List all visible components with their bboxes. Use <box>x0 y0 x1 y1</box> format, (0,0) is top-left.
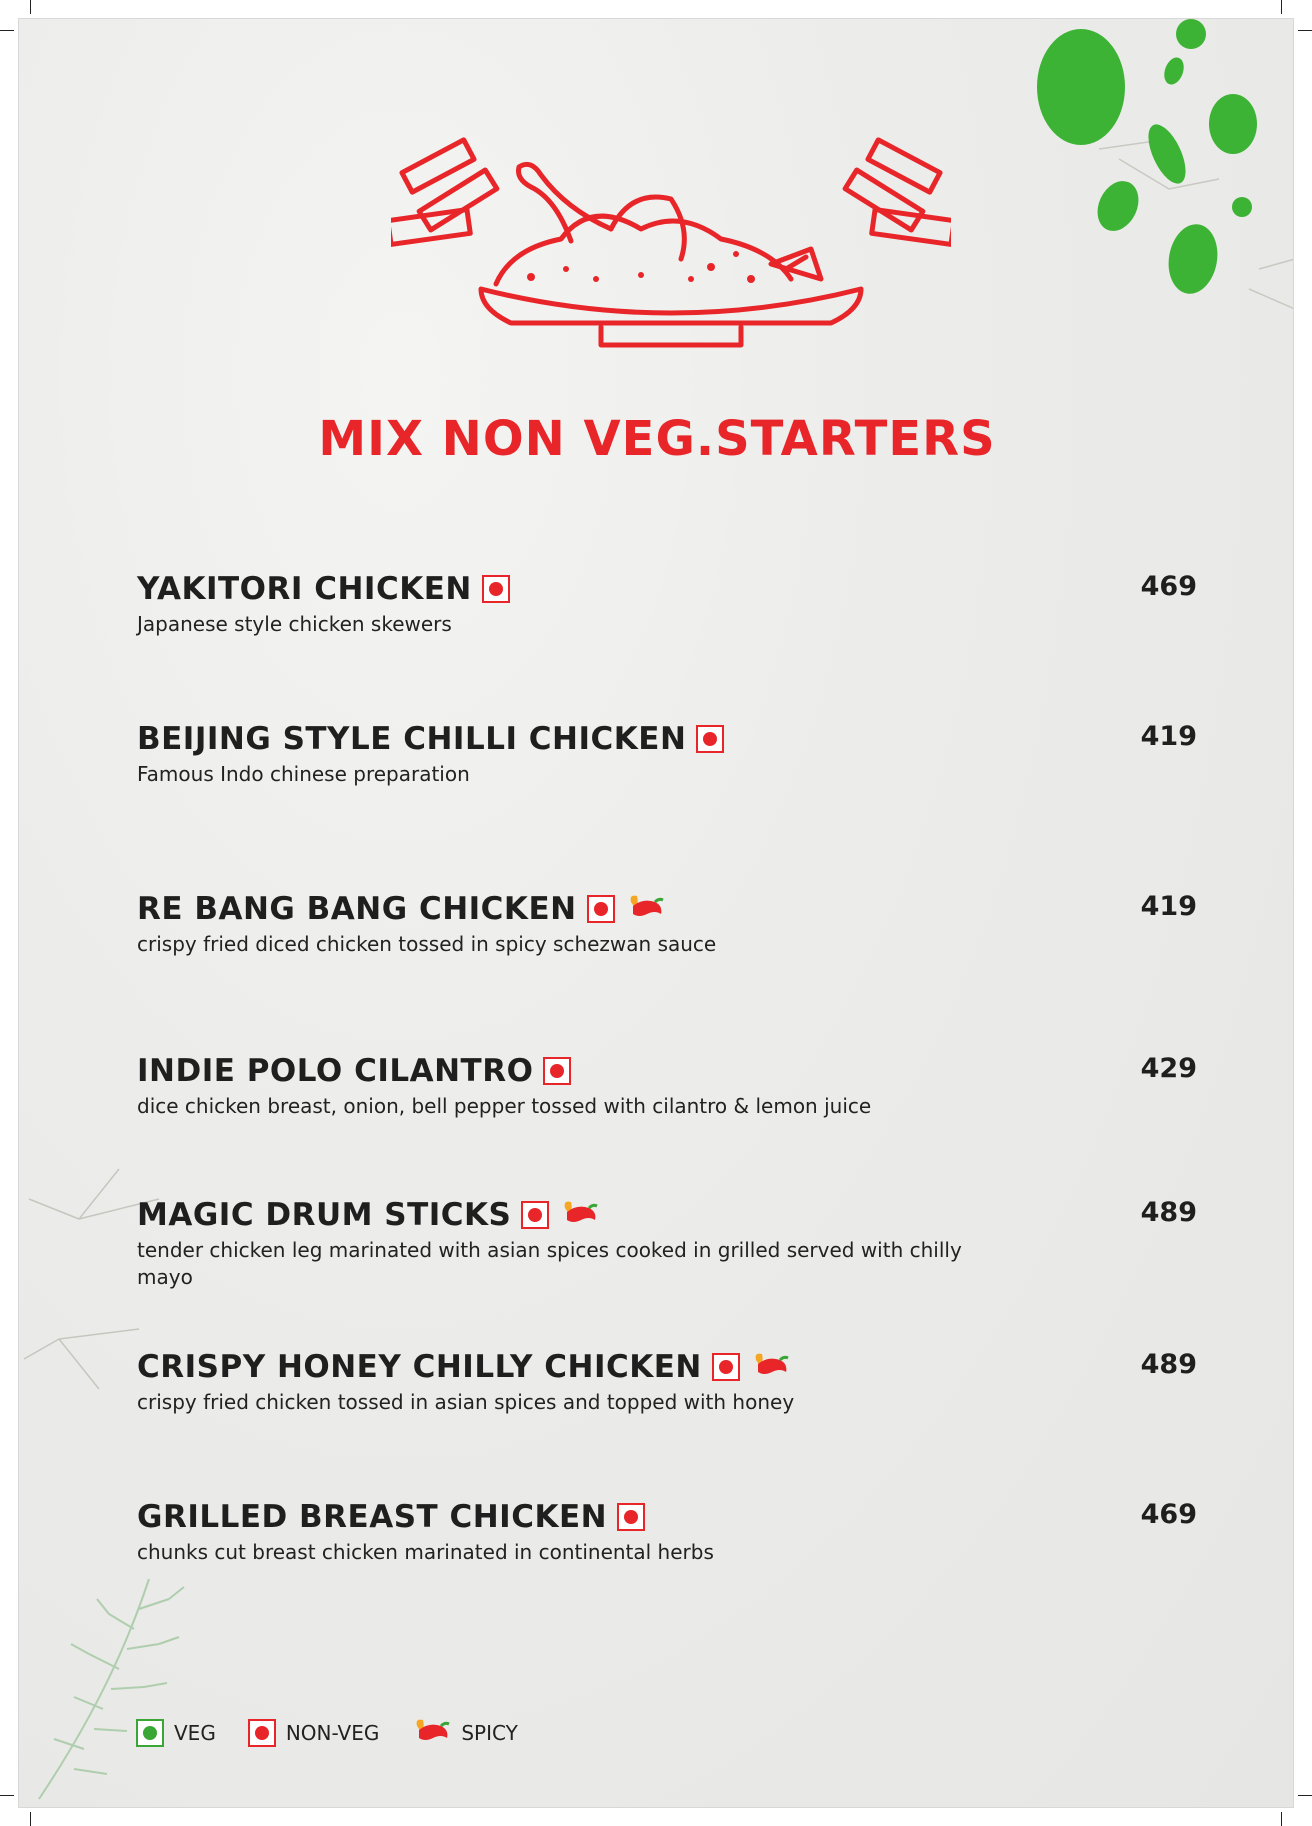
menu-item-price: 419 <box>1140 891 1197 922</box>
menu-item-description: crispy fried chicken tossed in asian spices and topped with honey <box>137 1390 795 1414</box>
green-blobs-decoration <box>1019 19 1294 319</box>
menu-item-name: YAKITORI CHICKEN <box>137 571 472 607</box>
chili-icon <box>750 1350 790 1384</box>
menu-item-description: tender chicken leg marinated with asian spices cooked in grilled served with chilly mayo <box>137 1238 962 1289</box>
crop-mark <box>30 1812 31 1826</box>
menu-item-name: MAGIC DRUM STICKS <box>137 1197 512 1233</box>
legend-spicy-label: SPICY <box>461 1721 518 1745</box>
menu-item <box>137 721 1197 788</box>
crop-mark <box>1298 30 1312 31</box>
crop-mark <box>0 1795 14 1796</box>
menu-item-description: chunks cut breast chicken marinated in continental herbs <box>137 1540 714 1564</box>
menu-item-header <box>137 1053 1197 1089</box>
crop-mark <box>1298 1795 1312 1796</box>
menu-item-name: CRISPY HONEY CHILLY CHICKEN <box>137 1349 702 1385</box>
menu-item <box>137 1053 1197 1120</box>
menu-item-header <box>137 1499 1197 1535</box>
non-veg-mark-icon <box>543 1057 571 1085</box>
crop-mark <box>1281 0 1282 14</box>
menu-item-price: 489 <box>1140 1349 1197 1380</box>
menu-item-header <box>137 1349 1197 1385</box>
menu-page <box>18 18 1294 1808</box>
dill-sprig-decoration <box>19 1559 239 1808</box>
menu-item-description: dice chicken breast, onion, bell pepper tossed with cilantro & lemon juice <box>137 1094 872 1118</box>
chili-icon <box>625 892 665 926</box>
menu-item <box>137 1499 1197 1566</box>
non-veg-mark-icon <box>587 895 615 923</box>
menu-item-price: 489 <box>1140 1197 1197 1228</box>
menu-item-header <box>137 721 1197 757</box>
non-veg-mark-icon <box>712 1353 740 1381</box>
non-veg-mark-icon <box>482 575 510 603</box>
crop-mark <box>0 30 14 31</box>
menu-item <box>137 1349 1197 1416</box>
menu-item-description: Famous Indo chinese preparation <box>137 762 470 786</box>
menu-item-price: 469 <box>1140 1499 1197 1530</box>
menu-item-name: INDIE POLO CILANTRO <box>137 1053 534 1089</box>
menu-item-header <box>137 571 1197 607</box>
legend <box>136 1716 540 1750</box>
legend-veg-label: VEG <box>174 1721 216 1745</box>
menu-item-price: 429 <box>1140 1053 1197 1084</box>
menu-item-price: 419 <box>1140 721 1197 752</box>
chili-icon <box>411 1716 451 1750</box>
non-veg-mark-icon <box>248 1719 276 1747</box>
non-veg-mark-icon <box>696 725 724 753</box>
menu-item <box>137 1197 1197 1291</box>
veg-mark-icon <box>136 1719 164 1747</box>
non-veg-mark-icon <box>521 1201 549 1229</box>
menu-item-name: RE BANG BANG CHICKEN <box>137 891 577 927</box>
menu-item-name: BEIJING STYLE CHILLI CHICKEN <box>137 721 687 757</box>
menu-item <box>137 891 1197 958</box>
chicken-rice-bowl-icon <box>391 79 951 359</box>
menu-item-description: crispy fried diced chicken tossed in spicy schezwan sauce <box>137 932 717 956</box>
menu-item <box>137 571 1197 638</box>
menu-item-header <box>137 891 1197 927</box>
legend-non-veg-label: NON-VEG <box>285 1721 380 1745</box>
menu-item-price: 469 <box>1140 571 1197 602</box>
menu-item-name: GRILLED BREAST CHICKEN <box>137 1499 608 1535</box>
crop-mark <box>1281 1812 1282 1826</box>
menu-title: MIX NON VEG.STARTERS <box>318 411 996 467</box>
menu-item-description: Japanese style chicken skewers <box>137 612 452 636</box>
non-veg-mark-icon <box>617 1503 645 1531</box>
crop-mark <box>30 0 31 14</box>
menu-item-header <box>137 1197 1197 1233</box>
chili-icon <box>559 1198 599 1232</box>
